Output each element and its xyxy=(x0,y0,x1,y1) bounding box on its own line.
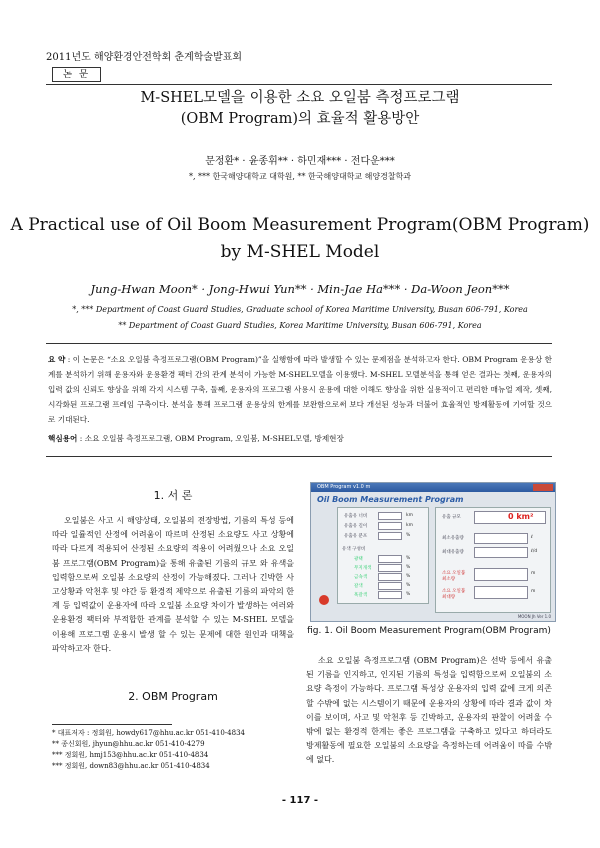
min-volume-output xyxy=(474,533,528,544)
abstract-rule xyxy=(46,343,552,344)
article-type-tag: 논 문 xyxy=(52,67,101,82)
footnote-3: *** 정회원, hmj153@hhu.ac.kr 051-410-4834 xyxy=(52,751,209,759)
obm-program-screenshot xyxy=(310,482,556,622)
color-unit: % xyxy=(406,574,411,579)
section-1-heading: 1. 서 론 xyxy=(153,489,193,502)
output-label: 소요 오일붐 최대량 xyxy=(442,589,466,600)
output-label: 유출 규모 xyxy=(442,515,461,520)
color-label: 무지개색 xyxy=(354,566,372,571)
section-2-heading: 2. OBM Program xyxy=(128,690,218,703)
section-1-body: 오일붐은 사고 시 해양상태, 오일붐의 전장방법, 기름의 특성 등에 따라 일률적인 산정에 어려움이 따르며 산정된 소요량도 사고 상황에 따라 다르게 적용되어 산정된 소요량의 적용이 어려웠으나 소요 오일붐 프로그램(OBM Program)을 통해 유출된 기름의 규모 와 유색을 입력함으로써 오일붐 소요량의 산정이 가능해졌다. 그러나 긴박한 사고상황과 악천후 및 야간 등 환경적 제약으로 유출된 기름의 파악의 한계 등 입력값이 운용자에 따라 오일붐 소요량 차이가 발생하는 여러와 운용환경 팩터와 부적합한 관계를 분석할 수 있는 M-SHEL 모델을 이용해 프로그램 운용시 발생 할 수 있는 문제에 대한 원인과 대책을 파악하고자 한다. xyxy=(52,516,294,653)
keywords-text: : 소요 오일붐 측정프로그램, OBM Program, 오일붐, M-SHEL모델, 방제현장 xyxy=(77,434,344,443)
version-label: MOON Jh Ver 1.0 xyxy=(517,614,551,619)
keywords xyxy=(48,433,344,444)
authors-english: Jung-Hwan Moon* · Jong-Hwui Yun** · Min-Jae Ha*** · Da-Woon Jeon*** xyxy=(90,282,510,296)
color-unit: % xyxy=(406,556,411,561)
length-input xyxy=(378,522,402,530)
output-panel xyxy=(435,507,551,613)
input-label: 유출유 너비 xyxy=(344,514,368,519)
color-label: 흑갈색 xyxy=(354,593,368,598)
footnote-2: ** 종신회원, jhyun@hhu.ac.kr 051-410-4279 xyxy=(52,740,205,748)
authors-korean: 문정환* · 윤종휘** · 하민재*** · 전다운*** xyxy=(205,156,395,167)
boom-max-output xyxy=(474,586,528,599)
window-controls-icon xyxy=(533,484,553,491)
area-value: 0 km² xyxy=(508,512,534,521)
output-label: 소요 오일붐 최소량 xyxy=(442,571,466,582)
color-label: 갈색 xyxy=(354,584,363,589)
color-input xyxy=(378,555,402,563)
abstract-label: 요 약 xyxy=(48,355,66,364)
title-english-line-1: A Practical use of Oil Boom Measurement Program(OBM Program) xyxy=(10,215,590,235)
input-unit: km xyxy=(406,523,413,528)
input-label: 유출유 길이 xyxy=(344,524,368,529)
distribution-input xyxy=(378,532,402,540)
color-input xyxy=(378,582,402,590)
header-rule xyxy=(46,84,552,85)
input-panel xyxy=(337,507,429,604)
title-english xyxy=(0,212,600,266)
title-korean-line-2: (OBM Program)의 효율적 활용방안 xyxy=(180,111,420,127)
input-unit: km xyxy=(406,513,413,518)
boom-min-output xyxy=(474,568,528,581)
keywords-rule xyxy=(46,456,552,457)
color-unit: % xyxy=(406,565,411,570)
footnotes xyxy=(52,728,297,772)
color-input xyxy=(378,591,402,599)
title-korean-line-1: M-SHEL모델을 이용한 소요 오일붐 측정프로그램 xyxy=(140,90,460,106)
output-label: 최소유출량 xyxy=(442,536,464,541)
page-number: - 117 - xyxy=(281,795,319,806)
app-header: Oil Boom Measurement Program xyxy=(317,495,464,504)
conference-name: 2011년도 해양환경안전학회 춘계학술발표회 xyxy=(46,52,243,63)
section-2-body: 소요 오일붐 측정프로그램 (OBM Program)은 선박 등에서 유출된 기름을 인지하고, 인지된 기름의 특성을 입력함으로써 오일붐의 소요량 측정이 가능하다. 프로그램 특성상 운용자의 입력 값에 크게 의존 할 수밖에 없는 시스템이기 때문에 운용자의 상황에 따라 결과 값이 차이를 보이며, 사고 및 악천후 등 긴박하고, 운용자의 판찰이 어려울 수밖에 없는 환경적 한계는 좋은 프로그램을 구축하고 있다고 하더라도 방제활동에 필요한 오일붐의 소요량을 측정하는데 어려움이 따를 수밖에 없다. xyxy=(306,656,552,765)
group-label: 유색 구성비 xyxy=(342,547,366,552)
abstract xyxy=(48,352,552,427)
input-unit: % xyxy=(406,533,411,538)
abstract-text: : 이 논문은 “소요 오일붐 측정프로그램(OBM Program)”을 실행함에 따라 발생할 수 있는 문제점을 분석하고자 한다. OBM Program 운용상 한계를 분석하기 위해 운용자와 운용환경 팩터 간의 관계 분석이 가능한 M-SHEL모델을 이용했다. M-SHEL 모델분석을 통해 얻은 결과는 첫째, 운용자의 입력 값의 신뢰도 향상을 위해 각지 시스템 구축, 둘째, 운용자의 프로그램 사용시 운용에 대한 이해도 향상을 위한 실용적이고 편리한 매뉴얼 제작, 셋째, 시각화된 프로그램 프레임 구축이다. 분석을 통해 프로그램 운용상의 한계를 보완함으로써 보다 개선된 성능과 더불어 효율적인 방제활동에 기여할 것으로 기대된다. xyxy=(48,355,552,424)
run-button-icon xyxy=(319,595,329,605)
window-title: OBM Program v1.0 m xyxy=(317,484,371,490)
output-label: 최대유출량 xyxy=(442,550,464,555)
max-volume-output xyxy=(474,547,528,558)
affiliation-english-2: ** Department of Coast Guard Studies, Korea Maritime University, Busan 606-791, Korea xyxy=(118,321,482,330)
keywords-label: 핵심용어 xyxy=(48,434,78,443)
color-input xyxy=(378,573,402,581)
output-unit: ℓ xyxy=(531,535,533,540)
color-label: 금속색 xyxy=(354,575,368,580)
output-unit: m xyxy=(531,589,536,594)
title-korean xyxy=(0,88,600,130)
title-english-line-2: by M-SHEL Model xyxy=(220,242,380,262)
output-unit: m xyxy=(531,571,536,576)
footnote-4: *** 정회원, down83@hhu.ac.kr 051-410-4834 xyxy=(52,762,210,770)
footnote-rule xyxy=(52,724,172,725)
width-input xyxy=(378,512,402,520)
output-unit: ℓ/d xyxy=(531,549,538,554)
affiliation-english xyxy=(0,302,600,334)
color-label: 광택 xyxy=(354,557,363,562)
window-titlebar xyxy=(311,483,555,492)
color-input xyxy=(378,564,402,572)
affiliation-korean: *, *** 한국해양대학교 대학원, ** 한국해양대학교 해양경찰학과 xyxy=(188,172,412,181)
footnote-1: * 대표저자 : 정회원, howdy617@hhu.ac.kr 051-410-4834 xyxy=(52,729,245,737)
figure-caption: fig. 1. Oil Boom Measurement Program(OBM Program) xyxy=(307,626,551,636)
color-unit: % xyxy=(406,592,411,597)
affiliation-english-1: *, *** Department of Coast Guard Studies, Graduate school of Korea Maritime University, Busan 606-791, Korea xyxy=(72,305,528,314)
input-label: 유출유 분포 xyxy=(344,534,368,539)
color-unit: % xyxy=(406,583,411,588)
